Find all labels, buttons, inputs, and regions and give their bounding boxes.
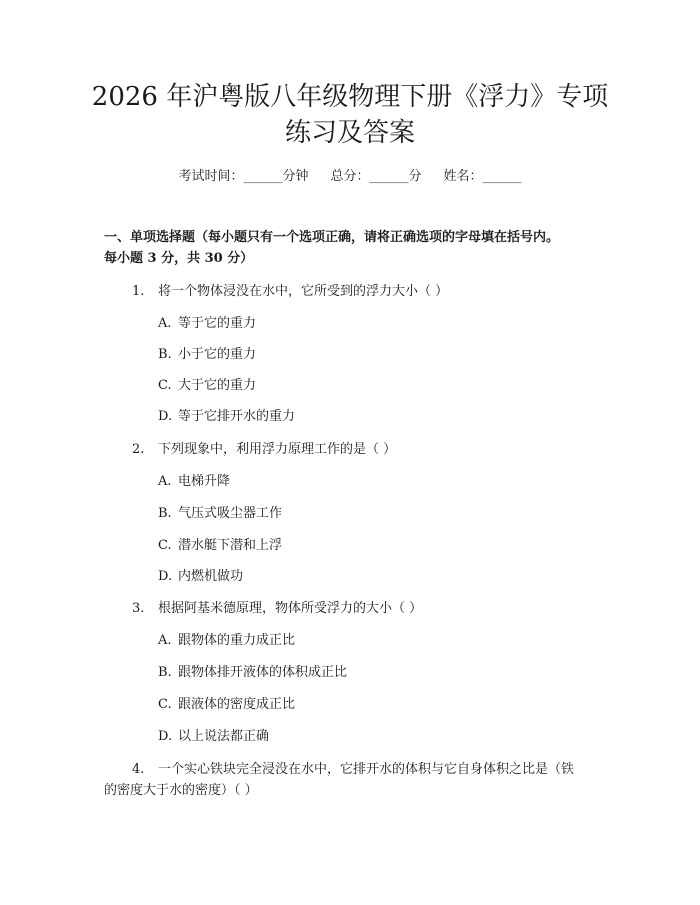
option-text: 跟物体的重力成正比 bbox=[178, 633, 296, 648]
question-2 bbox=[132, 442, 396, 459]
question-number: 4. bbox=[132, 762, 145, 777]
question-2-option-a bbox=[158, 474, 230, 491]
question-number: 2. bbox=[132, 442, 145, 457]
question-4-line2: 的密度大于水的密度）（ ） bbox=[104, 783, 258, 798]
option-text: 等于它排开水的重力 bbox=[178, 409, 296, 424]
question-number: 3. bbox=[132, 601, 145, 616]
section-heading-line2: 每小题 3 分，共 30 分） bbox=[104, 251, 254, 266]
option-text: 跟物体排开液体的体积成正比 bbox=[178, 665, 348, 680]
option-letter: D. bbox=[158, 729, 173, 744]
question-2-option-c bbox=[158, 538, 282, 555]
option-letter: B. bbox=[158, 506, 172, 521]
question-2-option-b bbox=[158, 506, 282, 523]
option-text: 跟液体的密度成正比 bbox=[178, 697, 296, 712]
option-text: 电梯升降 bbox=[178, 474, 231, 489]
question-4-line1 bbox=[132, 762, 574, 779]
question-text: 一个实心铁块完全浸没在水中，它排开水的体积与它自身体积之比是（铁 bbox=[158, 762, 575, 777]
exam-total-score: 总分：______分 bbox=[330, 169, 422, 184]
question-2-option-d bbox=[158, 569, 243, 586]
option-text: 等于它的重力 bbox=[178, 316, 257, 331]
option-text: 大于它的重力 bbox=[178, 378, 257, 393]
question-text: 下列现象中，利用浮力原理工作的是（ ） bbox=[158, 442, 397, 457]
option-letter: C. bbox=[158, 697, 172, 712]
question-3 bbox=[132, 601, 422, 618]
document-title-line2: 练习及答案 bbox=[284, 118, 415, 148]
question-text: 将一个物体浸没在水中，它所受到的浮力大小（ ） bbox=[158, 284, 449, 299]
option-letter: A. bbox=[158, 474, 172, 489]
student-name: 姓名：______ bbox=[443, 169, 522, 184]
option-letter: D. bbox=[158, 569, 173, 584]
question-1-option-b bbox=[158, 347, 256, 364]
question-1-option-c bbox=[158, 378, 256, 395]
question-1 bbox=[132, 284, 448, 301]
option-letter: C. bbox=[158, 378, 172, 393]
question-3-option-d bbox=[158, 729, 269, 746]
question-3-option-b bbox=[158, 665, 347, 682]
question-3-option-c bbox=[158, 697, 295, 714]
section-heading-line1: 一、单项选择题（每小题只有一个选项正确，请将正确选项的字母填在括号内。 bbox=[104, 230, 560, 245]
document-title-line1: 2026 年沪粤版八年级物理下册《浮力》专项 bbox=[91, 82, 609, 112]
question-3-option-a bbox=[158, 633, 295, 650]
option-letter: C. bbox=[158, 538, 172, 553]
option-text: 以上说法都正确 bbox=[178, 729, 270, 744]
exam-time: 考试时间：______分钟 bbox=[178, 169, 309, 184]
option-text: 潜水艇下潜和上浮 bbox=[178, 538, 283, 553]
question-number: 1. bbox=[132, 284, 145, 299]
option-letter: B. bbox=[158, 665, 172, 680]
option-letter: B. bbox=[158, 347, 172, 362]
question-text: 根据阿基米德原理，物体所受浮力的大小（ ） bbox=[158, 601, 423, 616]
question-1-option-d bbox=[158, 409, 295, 426]
option-letter: A. bbox=[158, 316, 172, 331]
question-1-option-a bbox=[158, 316, 256, 333]
option-text: 气压式吸尘器工作 bbox=[178, 506, 283, 521]
exam-info bbox=[0, 169, 700, 186]
option-letter: A. bbox=[158, 633, 172, 648]
option-text: 内燃机做功 bbox=[178, 569, 244, 584]
option-text: 小于它的重力 bbox=[178, 347, 257, 362]
option-letter: D. bbox=[158, 409, 173, 424]
